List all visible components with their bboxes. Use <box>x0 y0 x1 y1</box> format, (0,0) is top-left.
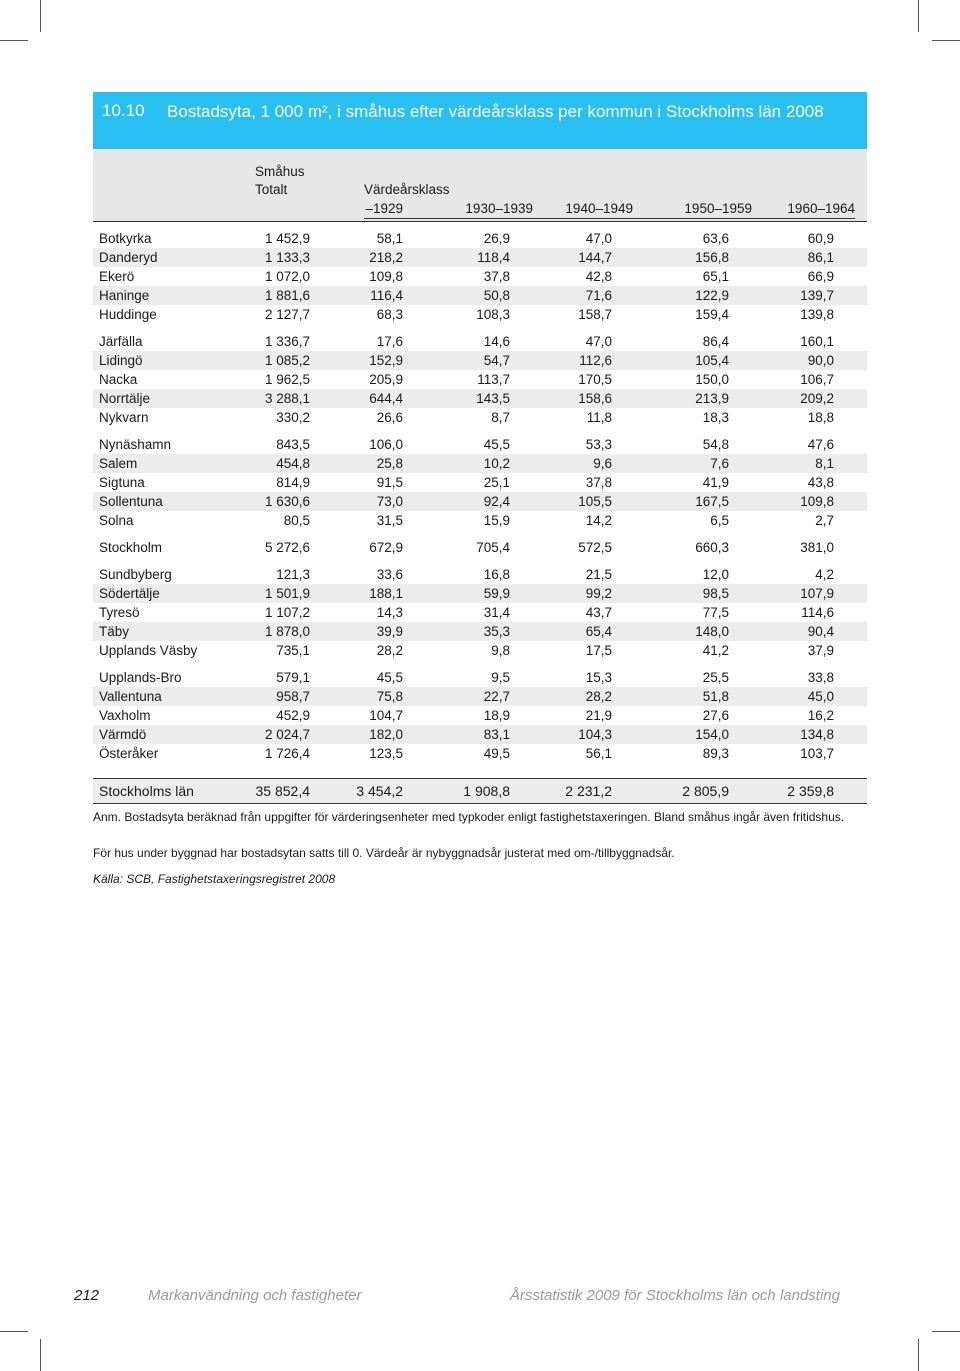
value-cell: 1 962,5 <box>264 372 310 387</box>
value-cell: 14,6 <box>483 334 510 349</box>
value-cell: 99,2 <box>585 586 612 601</box>
table-title: Bostadsyta, 1 000 m², i småhus efter värdeårsklass per kommun i Stockholms län 2008 <box>167 102 824 121</box>
value-cell: 452,9 <box>276 708 310 723</box>
value-cell: 735,1 <box>276 643 310 658</box>
value-cell: 1 501,9 <box>264 586 310 601</box>
value-cell: 68,3 <box>376 307 403 322</box>
value-cell: 103,7 <box>800 746 834 761</box>
value-cell: 25,1 <box>483 475 510 490</box>
value-cell: 15,9 <box>483 513 510 528</box>
value-cell: 14,3 <box>376 605 403 620</box>
value-cell: 49,5 <box>483 746 510 761</box>
value-cell: 18,9 <box>483 708 510 723</box>
value-cell: 91,5 <box>376 475 403 490</box>
municipality-name: Sundbyberg <box>99 567 172 582</box>
value-cell: 51,8 <box>702 689 729 704</box>
value-cell: 158,7 <box>578 307 612 322</box>
value-cell: 86,4 <box>702 334 729 349</box>
value-cell: 144,7 <box>578 250 612 265</box>
municipality-name: Täby <box>99 624 130 639</box>
value-cell: 8,7 <box>491 410 510 425</box>
value-cell: 86,1 <box>807 250 834 265</box>
value-cell: 143,5 <box>476 391 510 406</box>
table-row <box>93 668 867 687</box>
value-cell: 121,3 <box>276 567 310 582</box>
municipality-name: Ekerö <box>99 269 135 284</box>
table-row <box>93 389 867 408</box>
table-row <box>93 267 867 286</box>
table-number: 10.10 <box>102 101 145 120</box>
table-row <box>93 641 867 660</box>
table-row <box>93 603 867 622</box>
value-cell: 50,8 <box>483 288 510 303</box>
value-cell: 56,1 <box>585 746 612 761</box>
total-value: 2 359,8 <box>787 783 834 799</box>
value-cell: 1 726,4 <box>264 746 310 761</box>
table-row <box>93 565 867 584</box>
value-cell: 90,0 <box>807 353 834 368</box>
value-cell: 1 881,6 <box>264 288 310 303</box>
crop-mark <box>932 40 960 41</box>
value-cell: 37,9 <box>807 643 834 658</box>
value-cell: 116,4 <box>370 288 403 303</box>
value-cell: 139,7 <box>800 288 834 303</box>
value-cell: 454,8 <box>276 456 310 471</box>
value-cell: 31,4 <box>483 605 510 620</box>
table-row <box>93 351 867 370</box>
table-title-bar <box>93 92 867 149</box>
value-cell: 209,2 <box>800 391 834 406</box>
value-cell: 16,2 <box>807 708 834 723</box>
table-row <box>93 584 867 603</box>
value-cell: 28,2 <box>585 689 612 704</box>
value-cell: 83,1 <box>483 727 510 742</box>
value-cell: 43,7 <box>585 605 612 620</box>
value-cell: 37,8 <box>483 269 510 284</box>
value-cell: 9,6 <box>593 456 612 471</box>
total-value: 3 454,2 <box>356 783 403 799</box>
table-row <box>93 229 867 248</box>
table-row <box>93 492 867 511</box>
value-cell: 47,0 <box>585 231 612 246</box>
table-row <box>93 286 867 305</box>
table-row <box>93 538 867 557</box>
value-cell: 59,9 <box>483 586 510 601</box>
value-cell: 47,6 <box>807 437 834 452</box>
value-cell: 25,8 <box>376 456 403 471</box>
value-cell: 109,8 <box>369 269 403 284</box>
value-cell: 218,2 <box>369 250 403 265</box>
value-cell: 12,0 <box>702 567 729 582</box>
crop-mark <box>918 0 919 32</box>
value-cell: 579,1 <box>276 670 310 685</box>
total-value: 2 805,9 <box>682 783 729 799</box>
value-cell: 1 452,9 <box>264 231 310 246</box>
header-year: 1940–1949 <box>565 201 633 216</box>
municipality-name: Upplands Väsby <box>99 643 198 658</box>
value-cell: 14,2 <box>585 513 612 528</box>
value-cell: 41,2 <box>702 643 729 658</box>
value-cell: 54,7 <box>483 353 510 368</box>
value-cell: 9,5 <box>491 670 510 685</box>
table-row <box>93 454 867 473</box>
value-cell: 6,5 <box>710 513 729 528</box>
value-cell: 37,8 <box>585 475 612 490</box>
value-cell: 159,4 <box>695 307 729 322</box>
value-cell: 182,0 <box>369 727 403 742</box>
value-cell: 1 107,2 <box>264 605 310 620</box>
crop-mark <box>40 0 41 32</box>
value-cell: 8,1 <box>815 456 834 471</box>
value-cell: 572,5 <box>578 540 612 555</box>
value-cell: 148,0 <box>695 624 729 639</box>
value-cell: 9,8 <box>491 643 510 658</box>
municipality-name: Lidingö <box>99 353 143 368</box>
table-row <box>93 370 867 389</box>
value-cell: 108,3 <box>476 307 510 322</box>
value-cell: 170,5 <box>578 372 612 387</box>
note-source: Källa: SCB, Fastighetstaxeringsregistret 2008 <box>93 872 336 886</box>
value-cell: 77,5 <box>702 605 729 620</box>
note-anm: Anm. Bostadsyta beräknad från uppgifter för värderingsenheter med typkoder enligt fastighetstaxeringen. Bland småhus ingår även fritidshus. <box>93 810 845 824</box>
table-row <box>93 408 867 427</box>
value-cell: 1 630,6 <box>264 494 310 509</box>
municipality-name: Vallentuna <box>99 689 162 704</box>
value-cell: 33,8 <box>807 670 834 685</box>
value-cell: 45,5 <box>483 437 510 452</box>
value-cell: 15,3 <box>585 670 612 685</box>
value-cell: 118,4 <box>477 250 510 265</box>
value-cell: 1 072,0 <box>264 269 310 284</box>
value-cell: 123,5 <box>369 746 403 761</box>
municipality-name: Sollentuna <box>99 494 163 509</box>
value-cell: 160,1 <box>800 334 834 349</box>
value-cell: 113,7 <box>477 372 510 387</box>
value-cell: 41,9 <box>702 475 729 490</box>
value-cell: 4,2 <box>815 567 834 582</box>
crop-mark <box>0 1331 28 1332</box>
value-cell: 188,1 <box>369 586 403 601</box>
value-cell: 134,8 <box>800 727 834 742</box>
municipality-name: Tyresö <box>99 605 140 620</box>
municipality-name: Nynäshamn <box>99 437 172 452</box>
table-row <box>93 622 867 641</box>
header-year: 1930–1939 <box>465 201 533 216</box>
total-value: 1 908,8 <box>463 783 510 799</box>
value-cell: 27,6 <box>702 708 729 723</box>
value-cell: 16,8 <box>483 567 510 582</box>
value-cell: 17,5 <box>585 643 612 658</box>
crop-mark <box>0 40 28 41</box>
municipality-name: Österåker <box>99 746 159 761</box>
table-row <box>93 687 867 706</box>
value-cell: 205,9 <box>369 372 403 387</box>
header-vardearsklass: Värdeårsklass <box>364 182 450 197</box>
value-cell: 122,9 <box>695 288 729 303</box>
value-cell: 92,4 <box>483 494 510 509</box>
value-cell: 65,1 <box>702 269 729 284</box>
value-cell: 109,8 <box>800 494 834 509</box>
municipality-name: Botkyrka <box>99 231 152 246</box>
value-cell: 73,0 <box>376 494 403 509</box>
value-cell: 45,0 <box>807 689 834 704</box>
value-cell: 104,3 <box>578 727 612 742</box>
table-row <box>93 706 867 725</box>
value-cell: 54,8 <box>702 437 729 452</box>
footer-section: Markanvändning och fastigheter <box>148 1287 362 1304</box>
value-cell: 672,9 <box>369 540 403 555</box>
total-label: Stockholms län <box>99 783 194 799</box>
value-cell: 18,3 <box>702 410 729 425</box>
municipality-name: Järfälla <box>99 334 143 349</box>
municipality-name: Upplands-Bro <box>99 670 182 685</box>
value-cell: 39,9 <box>376 624 403 639</box>
value-cell: 33,6 <box>376 567 403 582</box>
value-cell: 843,5 <box>276 437 310 452</box>
value-cell: 1 336,7 <box>264 334 310 349</box>
page-number: 212 <box>74 1287 100 1304</box>
total-value: 2 231,2 <box>565 783 612 799</box>
municipality-name: Vaxholm <box>99 708 151 723</box>
municipality-name: Haninge <box>99 288 150 303</box>
value-cell: 98,5 <box>702 586 729 601</box>
total-value: 35 852,4 <box>255 783 310 799</box>
header-year: 1960–1964 <box>787 201 855 216</box>
value-cell: 45,5 <box>376 670 403 685</box>
total-row <box>93 778 867 804</box>
table-row <box>93 744 867 763</box>
value-cell: 80,5 <box>283 513 310 528</box>
municipality-name: Norrtälje <box>99 391 151 406</box>
municipality-name: Salem <box>99 456 138 471</box>
value-cell: 58,1 <box>376 231 403 246</box>
value-cell: 2 127,7 <box>264 307 310 322</box>
table-row <box>93 248 867 267</box>
value-cell: 65,4 <box>585 624 612 639</box>
value-cell: 2,7 <box>815 513 834 528</box>
header-underline <box>364 218 855 219</box>
table-row <box>93 332 867 351</box>
value-cell: 17,6 <box>376 334 403 349</box>
value-cell: 63,6 <box>702 231 729 246</box>
municipality-name: Södertälje <box>99 586 160 601</box>
municipality-name: Sigtuna <box>99 475 145 490</box>
municipality-name: Nacka <box>99 372 138 387</box>
table-row <box>93 511 867 530</box>
value-cell: 1 085,2 <box>264 353 310 368</box>
value-cell: 139,8 <box>800 307 834 322</box>
value-cell: 90,4 <box>807 624 834 639</box>
header-smahus: Småhus <box>255 164 305 179</box>
value-cell: 705,4 <box>476 540 510 555</box>
value-cell: 114,6 <box>801 605 834 620</box>
value-cell: 150,0 <box>695 372 729 387</box>
municipality-name: Danderyd <box>99 250 158 265</box>
footer-publication: Årsstatistik 2009 för Stockholms län och landsting <box>509 1287 840 1304</box>
value-cell: 43,8 <box>807 475 834 490</box>
value-cell: 26,9 <box>483 231 510 246</box>
value-cell: 104,7 <box>369 708 403 723</box>
value-cell: 47,0 <box>585 334 612 349</box>
value-cell: 7,6 <box>710 456 729 471</box>
value-cell: 75,8 <box>376 689 403 704</box>
value-cell: 213,9 <box>695 391 729 406</box>
table-row <box>93 435 867 454</box>
value-cell: 167,5 <box>695 494 729 509</box>
value-cell: 106,7 <box>800 372 834 387</box>
value-cell: 60,9 <box>807 231 834 246</box>
value-cell: 18,8 <box>807 410 834 425</box>
municipality-name: Nykvarn <box>99 410 149 425</box>
value-cell: 22,7 <box>483 689 510 704</box>
value-cell: 42,8 <box>585 269 612 284</box>
crop-mark <box>932 1331 960 1332</box>
header-totalt: Totalt <box>255 182 288 197</box>
value-cell: 105,5 <box>578 494 612 509</box>
value-cell: 28,2 <box>376 643 403 658</box>
crop-mark <box>40 1339 41 1371</box>
table-row <box>93 305 867 324</box>
municipality-name: Värmdö <box>99 727 147 742</box>
value-cell: 1 133,3 <box>264 250 310 265</box>
value-cell: 53,3 <box>585 437 612 452</box>
value-cell: 1 878,0 <box>264 624 310 639</box>
value-cell: 107,9 <box>800 586 834 601</box>
value-cell: 71,6 <box>585 288 612 303</box>
value-cell: 21,9 <box>585 708 612 723</box>
value-cell: 154,0 <box>695 727 729 742</box>
value-cell: 66,9 <box>807 269 834 284</box>
value-cell: 958,7 <box>276 689 310 704</box>
municipality-name: Stockholm <box>99 540 163 555</box>
value-cell: 89,3 <box>702 746 729 761</box>
value-cell: 10,2 <box>483 456 510 471</box>
value-cell: 2 024,7 <box>264 727 310 742</box>
value-cell: 5 272,6 <box>264 540 310 555</box>
municipality-name: Solna <box>99 513 134 528</box>
value-cell: 26,6 <box>376 410 403 425</box>
header-year: 1950–1959 <box>684 201 752 216</box>
value-cell: 35,3 <box>483 624 510 639</box>
header-year: –1929 <box>365 201 403 216</box>
value-cell: 31,5 <box>376 513 403 528</box>
value-cell: 156,8 <box>695 250 729 265</box>
value-cell: 11,8 <box>586 410 612 425</box>
crop-mark <box>918 1339 919 1371</box>
value-cell: 381,0 <box>800 540 834 555</box>
value-cell: 112,6 <box>579 353 612 368</box>
value-cell: 106,0 <box>369 437 403 452</box>
value-cell: 814,9 <box>276 475 310 490</box>
value-cell: 644,4 <box>369 391 403 406</box>
value-cell: 660,3 <box>695 540 729 555</box>
value-cell: 3 288,1 <box>264 391 310 406</box>
value-cell: 158,6 <box>578 391 612 406</box>
value-cell: 21,5 <box>585 567 612 582</box>
value-cell: 330,2 <box>276 410 310 425</box>
value-cell: 105,4 <box>695 353 729 368</box>
municipality-name: Huddinge <box>99 307 157 322</box>
table-row <box>93 473 867 492</box>
value-cell: 25,5 <box>702 670 729 685</box>
value-cell: 152,9 <box>369 353 403 368</box>
note-second: För hus under byggnad har bostadsytan satts till 0. Värdeår är nybyggnadsår justerat med om-/tillbyggnadsår. <box>93 846 675 860</box>
table-row <box>93 725 867 744</box>
